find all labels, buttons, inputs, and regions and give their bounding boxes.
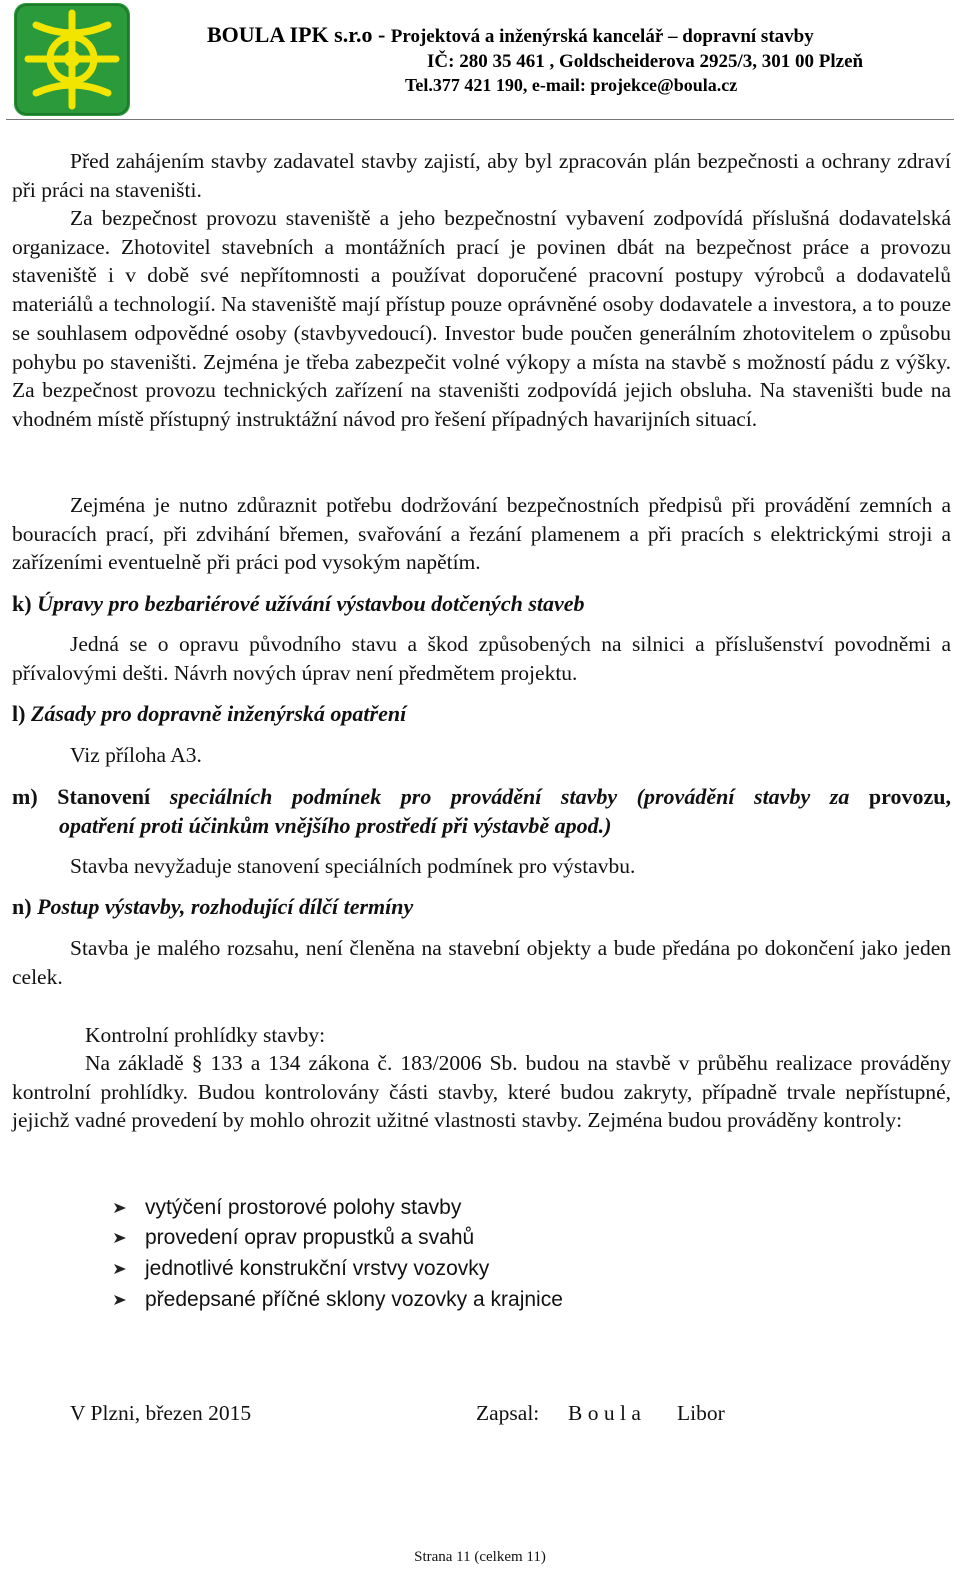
section-m-letter: m) — [12, 784, 38, 809]
section-l-heading — [12, 699, 406, 728]
company-logo — [14, 3, 130, 116]
section-m-word1: Stanovení — [57, 784, 151, 809]
signature-place-date: V Plzni, březen 2015 — [70, 1401, 252, 1425]
header-address: IČ: 280 35 461 , Goldscheiderova 2925/3, 301 00 Plzeň — [427, 51, 864, 72]
section-n-title: Postup výstavby, rozhodující dílčí termíny — [37, 894, 414, 919]
signature-first-name: Libor — [677, 1401, 725, 1425]
arrow-bullet-icon — [112, 1292, 128, 1308]
list-item-label: předepsané příčné sklony vozovky a krajnice — [145, 1288, 563, 1311]
header-contact: Tel.377 421 190, e-mail: projekce@boula.cz — [405, 75, 738, 95]
section-m-heading-line1 — [12, 782, 951, 811]
section-k-letter: k) — [12, 591, 32, 616]
list-item-label: jednotlivé konstrukční vrstvy vozovky — [145, 1257, 490, 1280]
signature-surname: B o u l a — [568, 1401, 641, 1425]
section-n-text: Stavba je malého rozsahu, není členěna na stavební objekty a bude předána po dokončení jako jeden celek. — [12, 936, 951, 989]
section-l-letter: l) — [12, 701, 26, 726]
section-l-text: Viz příloha A3. — [70, 743, 202, 767]
section-m-title: speciálních podmínek pro provádění stavby (provádění stavby za — [169, 784, 850, 809]
arrow-bullet-icon — [112, 1261, 128, 1277]
section-k-title: Úpravy pro bezbariérové užívání výstavbou dotčených staveb — [37, 591, 585, 616]
header-subtitle: Projektová a inženýrská kancelář – dopravní stavby — [390, 26, 814, 47]
section-l-title: Zásady pro dopravně inženýrská opatření — [30, 701, 407, 726]
section-k-heading — [12, 589, 585, 618]
section-m-heading-line2: opatření proti účinkům vnějšího prostředí při výstavbě apod.) — [59, 813, 612, 838]
inspections-text: Na základě § 133 a 134 zákona č. 183/2006 Sb. budou na stavbě v průběhu realizace prováděny kontrolní prohlídky. Budou kontrolovány části stavby, které budou zakryty, případně trvale nepřístupné, jejichž vadné provedení by mohlo ohrozit užitné vlastnosti stavby. Zejména budou prováděny kontroly: — [12, 1051, 951, 1133]
signature-recorded-label: Zapsal: — [476, 1401, 540, 1425]
section-n-letter: n) — [12, 894, 32, 919]
section-m-word-end: provozu, — [868, 784, 952, 809]
section-m-heading — [12, 782, 951, 840]
list-item-label: vytýčení prostorové polohy stavby — [145, 1196, 462, 1219]
paragraph-safety-regulations: Zejména je nutno zdůraznit potřebu dodržování bezpečnostních předpisů při provádění zemních a bouracích prací, při zdvihání břemen, svařování a řezání plamenem a při pracích s elektrickými stroji a zařízeními eventuelně při práci pod vysokým napětím. — [12, 493, 951, 575]
inspections-heading: Kontrolní prohlídky stavby: — [85, 1023, 326, 1047]
section-m-text: Stavba nevyžaduje stanovení speciálních podmínek pro výstavbu. — [70, 854, 636, 878]
section-k-text: Jedná se o opravu původního stavu a škod způsobených na silnici a příslušenství povodněmi a přívalovými dešti. Návrh nových úprav není předmětem projektu. — [12, 632, 951, 685]
list-item-label: provedení oprav propustků a svahů — [145, 1226, 475, 1249]
section-n-heading — [12, 892, 413, 921]
header-company-line — [207, 22, 814, 48]
header-divider — [6, 119, 954, 120]
page-footer: Strana 11 (celkem 11) — [414, 1549, 546, 1565]
arrow-bullet-icon — [112, 1200, 128, 1216]
paragraph-safety-plan: Před zahájením stavby zadavatel stavby zajistí, aby byl zpracován plán bezpečnosti a ochrany zdraví při práci na staveništi. — [12, 149, 951, 202]
header-company: BOULA IPK s.r.o - — [207, 22, 386, 47]
arrow-bullet-icon — [112, 1230, 128, 1246]
paragraph-site-safety: Za bezpečnost provozu staveniště a jeho bezpečnostní vybavení zodpovídá příslušná dodavatelská organizace. Zhotovitel stavebních a montážních prací je povinen dbát na bezpečnost práce a provozu staveniště i v době své nepřítomnosti a používat doporučené pracovní postupy výrobců a dodavatelů materiálů a technologií. Na staveniště mají přístup pouze oprávněné osoby dodavatele a investora, a to pouze se souhlasem odpovědné osoby (stavbyvedoucí). Investor bude poučen generálním zhotovitelem o způsobu pohybu po staveništi. Zejména je třeba zabezpečit volné výkopy a místa na stavbě s možností pádu z výšky. Za bezpečnost provozu technických zařízení na staveništi zodpovídá jejich obsluha. Na staveništi bude na vhodném místě přístupný instruktážní návod pro řešení případných havarijních situací. — [12, 206, 951, 431]
